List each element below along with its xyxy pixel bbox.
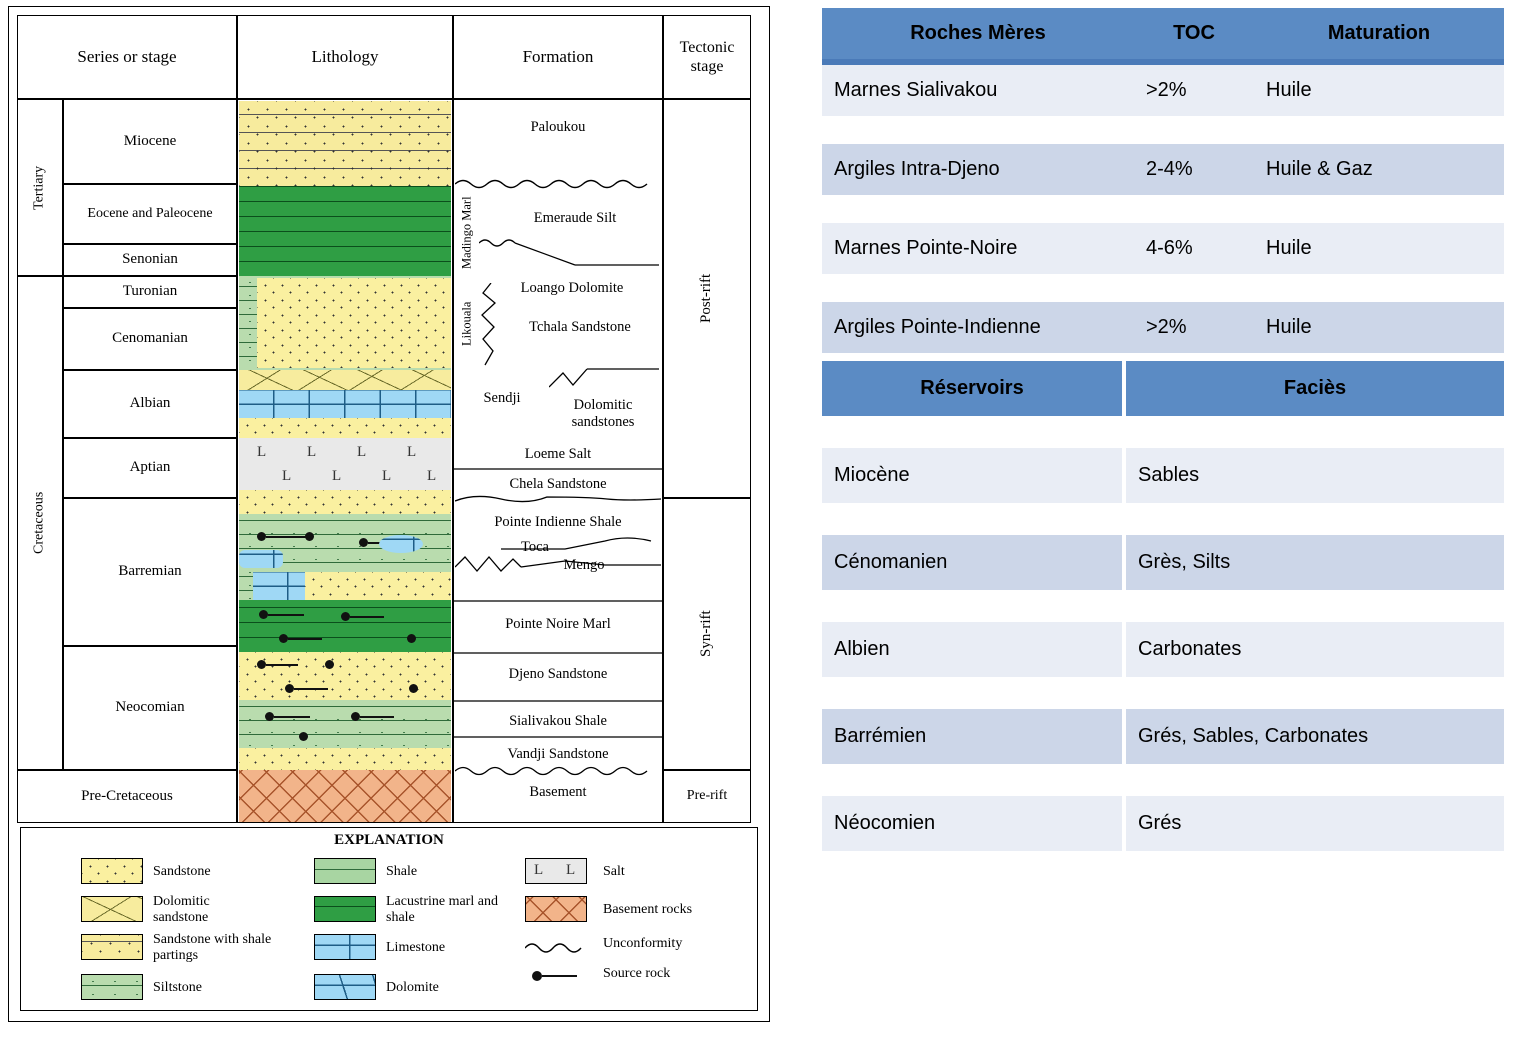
source-rock-maturation: Huile & Gaz bbox=[1266, 158, 1373, 180]
source-rock-line bbox=[274, 716, 310, 718]
source-rock-marker bbox=[305, 532, 314, 541]
lithology-vandji-sandstone bbox=[239, 748, 451, 770]
source-rock-line bbox=[360, 716, 394, 718]
salt-glyph: L bbox=[307, 444, 317, 460]
header-lithology-label: Lithology bbox=[311, 47, 379, 67]
table-row bbox=[822, 622, 1504, 677]
divider-vandji bbox=[453, 735, 663, 739]
source-rock-toc: 2-4% bbox=[1146, 158, 1193, 180]
table-row bbox=[822, 223, 1504, 274]
right-tables-panel bbox=[822, 8, 1504, 851]
formation-label-mengo: Mengo bbox=[563, 557, 605, 574]
explanation-title: EXPLANATION bbox=[334, 832, 444, 848]
era-label-tertiary: Tertiary bbox=[31, 165, 47, 210]
source-rock-marker bbox=[409, 684, 418, 693]
reservoir-name: Barrémien bbox=[822, 709, 1124, 764]
reservoir-facies: Sables bbox=[1138, 464, 1200, 486]
salt-glyph: L bbox=[357, 444, 367, 460]
table-row bbox=[822, 535, 1504, 590]
legend-label-sandstone-shale-partings: Sandstone with shale partings bbox=[153, 932, 272, 963]
row-separator bbox=[822, 590, 1504, 622]
source-rock-marker bbox=[265, 712, 274, 721]
legend-label-shale: Shale bbox=[386, 864, 418, 879]
legend-label-basement-rocks: Basement rocks bbox=[603, 902, 693, 917]
formation-label-chela-sandstone: Chela Sandstone bbox=[509, 476, 607, 493]
lithology-basement bbox=[239, 770, 451, 822]
source-rock-marker bbox=[259, 610, 268, 619]
reservoirs-header-facies: Faciès bbox=[1124, 361, 1504, 416]
legend-label-limestone: Limestone bbox=[386, 940, 446, 955]
reservoir-facies: Grés bbox=[1138, 812, 1182, 834]
unconformity-line bbox=[455, 177, 661, 191]
salt-glyph: L bbox=[427, 468, 437, 484]
source-rocks-header-toc: TOC bbox=[1134, 8, 1254, 59]
legend-unconformity-icon bbox=[525, 936, 587, 956]
lithology-toca-limestone-b bbox=[253, 572, 305, 600]
legend-label-lacustrine-marl: Lacustrine marl and shale bbox=[386, 894, 498, 925]
legend-label-source-rock: Source rock bbox=[603, 966, 671, 981]
lithology-paloukou bbox=[239, 101, 451, 186]
reservoir-name: Albien bbox=[822, 622, 1124, 677]
source-rock-line bbox=[294, 688, 328, 690]
reservoir-facies: Carbonates bbox=[1138, 638, 1242, 660]
row-separator bbox=[822, 416, 1504, 448]
divider-pointe-noire bbox=[453, 599, 663, 603]
source-rocks-header-name: Roches Mères bbox=[822, 8, 1134, 59]
source-rock-name: Marnes Sialivakou bbox=[834, 79, 998, 101]
legend-label-unconformity: Unconformity bbox=[603, 936, 683, 951]
tectonic-label-pre-rift: Pre-rift bbox=[686, 788, 728, 804]
source-rock-maturation: Huile bbox=[1266, 237, 1312, 259]
source-rocks-header-maturation: Maturation bbox=[1254, 8, 1504, 59]
stage-label-turonian: Turonian bbox=[122, 283, 178, 300]
stage-label-miocene: Miocene bbox=[123, 132, 177, 149]
source-rock-marker bbox=[279, 634, 288, 643]
source-rock-name: Argiles Pointe-Indienne bbox=[834, 316, 1041, 338]
source-rock-name: Argiles Intra-Djeno bbox=[834, 158, 1000, 180]
divider-djeno bbox=[453, 651, 663, 655]
lithology-sialivakou-shale bbox=[239, 700, 451, 748]
source-rock-toc: >2% bbox=[1146, 79, 1187, 101]
source-rock-line bbox=[268, 614, 304, 616]
stratigraphic-chart bbox=[8, 6, 770, 1022]
legend-source-rock-icon bbox=[525, 966, 587, 986]
formation-label-tchala-sandstone: Tchala Sandstone bbox=[529, 319, 631, 336]
formation-label-pointe-indienne-shale: Pointe Indienne Shale bbox=[494, 514, 622, 531]
legend-label-salt: Salt bbox=[603, 864, 625, 879]
legend-swatch-shale bbox=[314, 858, 376, 884]
source-rock-maturation: Huile bbox=[1266, 316, 1312, 338]
reservoirs-table bbox=[822, 361, 1504, 851]
formation-group-likouala: Likouala bbox=[459, 301, 474, 347]
source-rock-toc: 4-6% bbox=[1146, 237, 1193, 259]
divider-sialivakou bbox=[453, 699, 663, 703]
formation-leader-sendji bbox=[549, 359, 661, 393]
lithology-djeno-sandstone bbox=[239, 652, 451, 700]
source-rocks-header-row bbox=[822, 8, 1504, 59]
explanation-box bbox=[20, 827, 758, 1011]
source-rock-marker bbox=[325, 660, 334, 669]
legend-swatch-salt bbox=[525, 858, 587, 884]
legend-label-dolomite: Dolomite bbox=[386, 980, 439, 995]
lithology-mengo-lens bbox=[379, 535, 423, 553]
reservoirs-header-row bbox=[822, 361, 1504, 416]
source-rock-marker bbox=[359, 538, 368, 547]
lithology-loeme-salt bbox=[239, 438, 451, 490]
formation-label-sialivakou-shale: Sialivakou Shale bbox=[509, 713, 607, 730]
source-rock-name: Marnes Pointe-Noire bbox=[834, 237, 1018, 259]
formation-label-loeme-salt: Loeme Salt bbox=[524, 446, 592, 463]
formation-label-pointe-noire-marl: Pointe Noire Marl bbox=[505, 616, 611, 633]
table-row bbox=[822, 144, 1504, 195]
stage-label-eocene-paleocene: Eocene and Paleocene bbox=[87, 205, 213, 221]
formation-leader-toca-mengo bbox=[455, 531, 661, 593]
formation-label-djeno-sandstone: Djeno Sandstone bbox=[508, 666, 608, 683]
salt-glyph: L bbox=[534, 862, 544, 878]
row-separator bbox=[822, 764, 1504, 796]
source-rock-marker bbox=[341, 612, 350, 621]
era-label-cretaceous: Cretaceous bbox=[31, 491, 47, 555]
row-separator bbox=[822, 274, 1504, 302]
formation-label-emeraude-silt: Emeraude Silt bbox=[533, 210, 617, 227]
stage-label-albian: Albian bbox=[129, 395, 171, 412]
table-row bbox=[822, 448, 1504, 503]
formation-leader-likouala bbox=[477, 283, 507, 369]
formation-leader-emeraude bbox=[479, 239, 661, 271]
formation-label-dolomitic-sandstones: Dolomitic sandstones bbox=[571, 396, 635, 430]
header-tectonic-label: Tectonic stage bbox=[679, 38, 735, 75]
source-rock-marker bbox=[407, 634, 416, 643]
formation-label-loango-dolomite: Loango Dolomite bbox=[520, 280, 624, 297]
stage-label-precretaceous: Pre-Cretaceous bbox=[81, 787, 173, 804]
lithology-dolomitic-sandstone bbox=[239, 370, 451, 390]
formation-label-vandji-sandstone: Vandji Sandstone bbox=[507, 746, 609, 763]
salt-glyph: L bbox=[282, 468, 292, 484]
salt-glyph: L bbox=[257, 444, 267, 460]
formation-label-toca: Toca bbox=[521, 539, 549, 556]
table-row bbox=[822, 709, 1504, 764]
lithology-sendji-sand bbox=[239, 418, 451, 438]
source-rock-marker bbox=[285, 684, 294, 693]
source-rock-toc: >2% bbox=[1146, 316, 1187, 338]
legend-swatch-basement-rocks bbox=[525, 896, 587, 922]
source-rock-line bbox=[266, 664, 298, 666]
legend-swatch-dolomitic-sandstone bbox=[81, 896, 143, 922]
row-separator bbox=[822, 195, 1504, 223]
stage-label-aptian: Aptian bbox=[129, 459, 171, 476]
legend-swatch-lacustrine-marl bbox=[314, 896, 376, 922]
table-row bbox=[822, 65, 1504, 116]
formation-label-basement: Basement bbox=[529, 784, 587, 801]
source-rock-marker bbox=[257, 660, 266, 669]
header-series-label: Series or stage bbox=[77, 47, 177, 67]
legend-swatch-sandstone bbox=[81, 858, 143, 884]
legend-label-dolomitic-sandstone: Dolomitic sandstone bbox=[153, 894, 210, 925]
source-rock-line bbox=[288, 638, 322, 640]
formation-label-sendji: Sendji bbox=[483, 390, 521, 407]
reservoir-facies: Grés, Sables, Carbonates bbox=[1138, 725, 1369, 747]
salt-glyph: L bbox=[382, 468, 392, 484]
row-separator bbox=[822, 503, 1504, 535]
row-separator bbox=[822, 677, 1504, 709]
stage-label-barremian: Barremian bbox=[118, 563, 182, 580]
formation-group-madingo-marl: Madingo Marl bbox=[459, 196, 474, 270]
lithology-toca-limestone-a bbox=[239, 550, 283, 568]
reservoir-name: Miocène bbox=[822, 448, 1124, 503]
salt-glyph: L bbox=[332, 468, 342, 484]
legend-label-siltstone: Siltstone bbox=[153, 980, 203, 995]
unconformity-chela bbox=[455, 491, 661, 505]
source-rock-line bbox=[266, 536, 306, 538]
lithology-chela-sandstone bbox=[239, 490, 451, 514]
source-rock-line bbox=[350, 616, 384, 618]
table-row bbox=[822, 796, 1504, 851]
reservoir-name: Néocomien bbox=[822, 796, 1124, 851]
formation-label-paloukou: Paloukou bbox=[530, 119, 586, 136]
source-rocks-table bbox=[822, 8, 1504, 353]
lithology-mengo-sand bbox=[305, 572, 451, 600]
legend-swatch-dolomite bbox=[314, 974, 376, 1000]
legend-swatch-limestone bbox=[314, 934, 376, 960]
lithology-madingo-marl bbox=[239, 186, 451, 276]
lithology-tchala-sandstone bbox=[257, 278, 451, 368]
reservoir-name: Cénomanien bbox=[822, 535, 1124, 590]
stage-label-cenomanian: Cenomanian bbox=[112, 330, 188, 347]
salt-glyph: L bbox=[566, 862, 576, 878]
lithology-pointe-noire-marl bbox=[239, 600, 451, 652]
unconformity-basement bbox=[455, 763, 661, 777]
salt-glyph: L bbox=[407, 444, 417, 460]
source-rock-maturation: Huile bbox=[1266, 79, 1312, 101]
reservoirs-header-name: Réservoirs bbox=[822, 361, 1124, 416]
stage-label-neocomian: Neocomian bbox=[115, 699, 185, 716]
source-rock-marker bbox=[299, 732, 308, 741]
tectonic-label-post-rift: Post-rift bbox=[698, 273, 715, 324]
stage-label-senonian: Senonian bbox=[122, 251, 178, 268]
source-rock-marker bbox=[351, 712, 360, 721]
row-separator bbox=[822, 116, 1504, 144]
tectonic-label-syn-rift: Syn-rift bbox=[698, 610, 715, 658]
reservoir-facies: Grès, Silts bbox=[1138, 551, 1231, 573]
separator-loeme-chela bbox=[453, 465, 663, 473]
legend-swatch-siltstone bbox=[81, 974, 143, 1000]
source-rock-marker bbox=[257, 532, 266, 541]
header-formation-label: Formation bbox=[522, 47, 594, 67]
table-row bbox=[822, 302, 1504, 353]
legend-swatch-sandstone-shale-partings bbox=[81, 934, 143, 960]
legend-label-sandstone: Sandstone bbox=[153, 864, 211, 879]
